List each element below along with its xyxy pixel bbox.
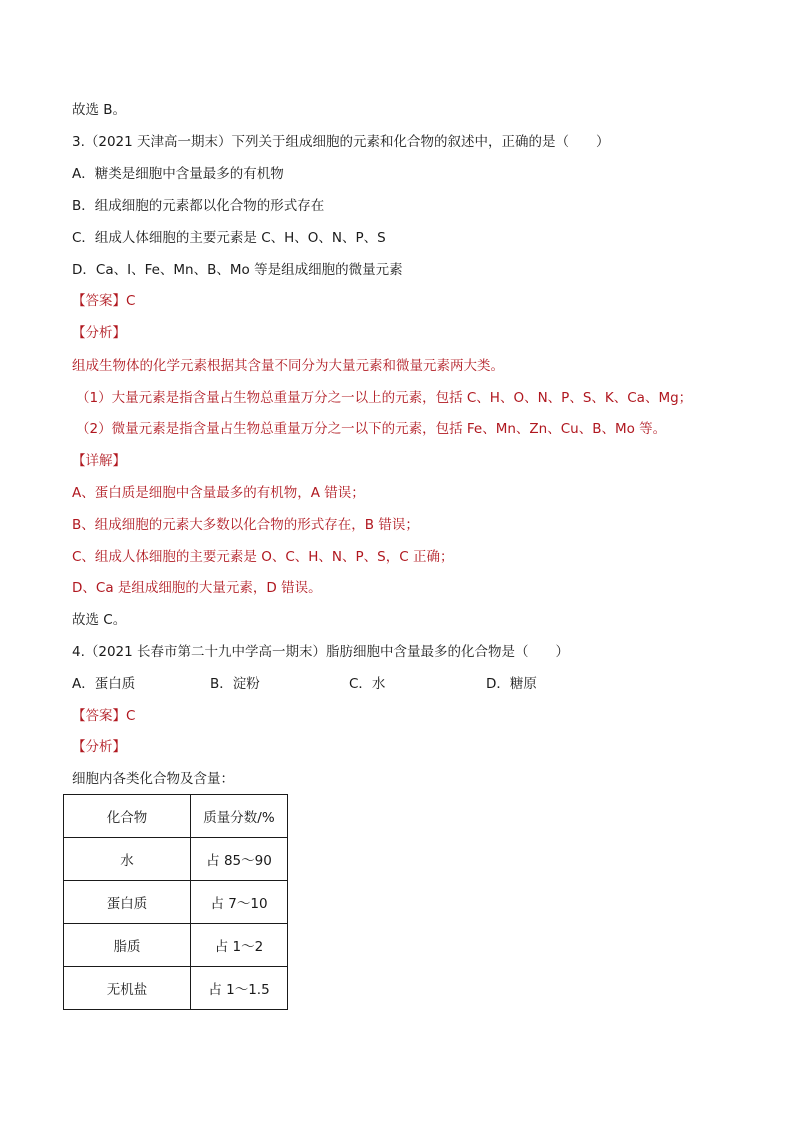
question-3-conclusion: 故选 C。: [72, 612, 127, 628]
table-cell-compound: 水: [64, 838, 191, 881]
question-4-stem: 4.（2021 长春市第二十九中学高一期末）脂肪细胞中含量最多的化合物是（ ）: [72, 644, 570, 660]
table-row: [64, 881, 288, 924]
table-row: [64, 967, 288, 1010]
question-3-analysis-label: 【分析】: [72, 325, 126, 341]
table-cell-fraction: 占 1～2: [191, 924, 288, 967]
compound-content-table: [63, 794, 288, 1010]
table-header-mass-fraction: 质量分数/%: [191, 795, 288, 838]
question-3-detail-a: A、蛋白质是细胞中含量最多的有机物，A 错误；: [72, 485, 365, 501]
question-3-option-b: B．组成细胞的元素都以化合物的形式存在: [72, 198, 325, 214]
table-header-row: [64, 795, 288, 838]
table-cell-fraction: 占 7～10: [191, 881, 288, 924]
question-3-analysis-macro: （1）大量元素是指含量占生物总重量万分之一以上的元素，包括 C、H、O、N、P、S、K、Ca、Mg；: [76, 390, 693, 406]
question-4-analysis-label: 【分析】: [72, 739, 126, 755]
question-3-detail-b: B、组成细胞的元素大多数以化合物的形式存在，B 错误；: [72, 517, 419, 533]
table-header-compound: 化合物: [64, 795, 191, 838]
table-cell-compound: 蛋白质: [64, 881, 191, 924]
question-3-option-a: A．糖类是细胞中含量最多的有机物: [72, 166, 284, 182]
table-cell-fraction: 占 85～90: [191, 838, 288, 881]
table-row: [64, 924, 288, 967]
table-row: [64, 838, 288, 881]
table-cell-fraction: 占 1～1.5: [191, 967, 288, 1010]
question-3-analysis-micro: （2）微量元素是指含量占生物总重量万分之一以下的元素，包括 Fe、Mn、Zn、Cu、B、Mo 等。: [76, 421, 667, 437]
question-4-option-a: A．蛋白质: [72, 676, 136, 692]
question-4-option-b: B．淀粉: [210, 676, 260, 692]
question-3-detail-label: 【详解】: [72, 453, 126, 469]
question-3-analysis-intro: 组成生物体的化学元素根据其含量不同分为大量元素和微量元素两大类。: [72, 358, 504, 374]
question-3-stem: 3.（2021 天津高一期末）下列关于组成细胞的元素和化合物的叙述中，正确的是（ ）: [72, 134, 610, 150]
table-cell-compound: 脂质: [64, 924, 191, 967]
question-3-answer: 【答案】C: [72, 293, 136, 309]
question-3-detail-d: D、Ca 是组成细胞的大量元素，D 错误。: [72, 580, 322, 596]
question-3-option-d: D．Ca、I、Fe、Mn、B、Mo 等是组成细胞的微量元素: [72, 262, 403, 278]
question-3-detail-c: C、组成人体细胞的主要元素是 O、C、H、N、P、S，C 正确；: [72, 549, 454, 565]
table-cell-compound: 无机盐: [64, 967, 191, 1010]
question-4-table-intro: 细胞内各类化合物及含量：: [72, 771, 234, 787]
question-4-option-d: D．糖原: [486, 676, 537, 692]
question-3-option-c: C．组成人体细胞的主要元素是 C、H、O、N、P、S: [72, 230, 386, 246]
question-4-option-c: C．水: [349, 676, 386, 692]
question-4-answer: 【答案】C: [72, 708, 136, 724]
previous-conclusion: 故选 B。: [72, 102, 127, 118]
